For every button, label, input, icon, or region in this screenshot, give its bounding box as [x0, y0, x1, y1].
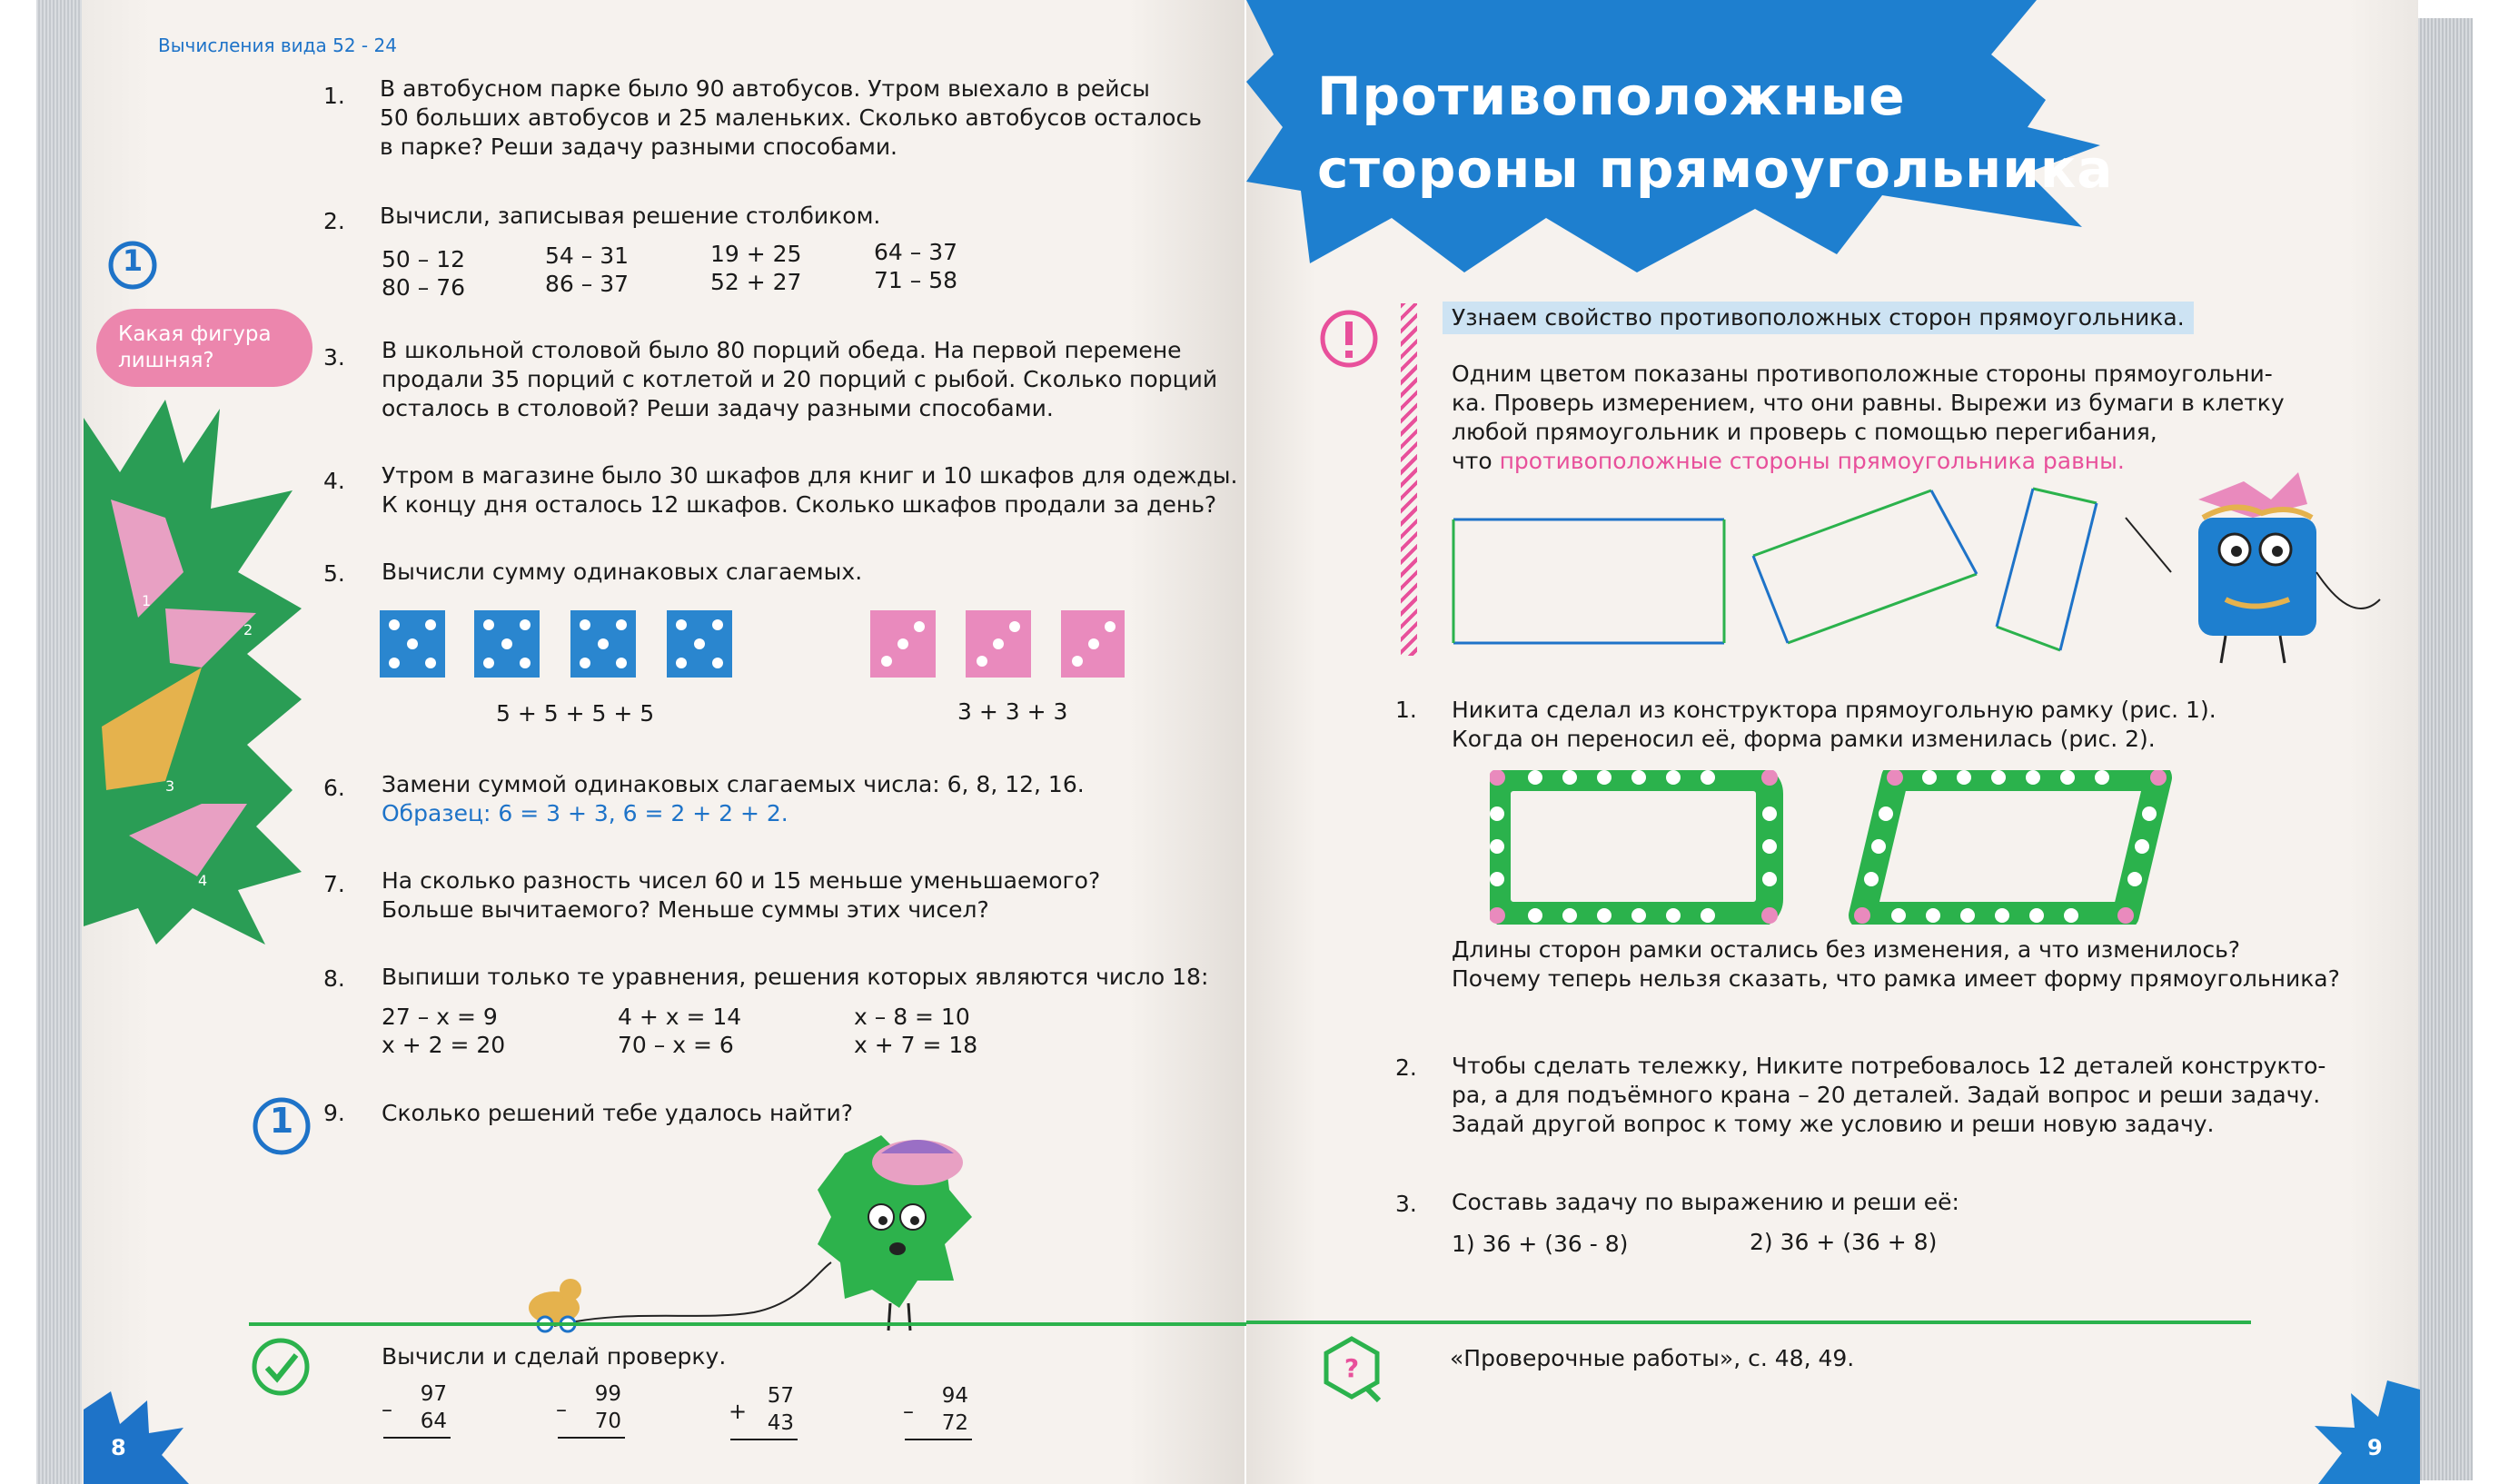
task-line: К концу дня осталось 12 шкафов. Сколько шкафов продали за день? [382, 491, 1217, 518]
expression: 54 – 31 [545, 242, 630, 269]
task-8-text: Выпиши только те уравнения, решения которых являются число 18: [382, 964, 1209, 990]
expression: 50 – 12 [382, 246, 466, 272]
divider-line [1246, 1321, 2251, 1324]
page-number-splash [84, 1391, 189, 1484]
check-title: Вычисли и сделай проверку. [382, 1343, 727, 1370]
equation: x + 7 = 18 [854, 1032, 978, 1058]
task-number: 2. [323, 208, 345, 234]
calc-bottom: 70 [594, 1410, 621, 1433]
right-task-2-text [1452, 1052, 2325, 1139]
calc-sign: – [556, 1397, 567, 1422]
title-line-2: стороны прямоугольника [1317, 138, 2114, 200]
calc-top: 97 [420, 1382, 447, 1406]
reference-text: «Проверочные работы», с. 48, 49. [1450, 1345, 1855, 1371]
page-number: 8 [111, 1435, 126, 1460]
attention-stripe [1401, 303, 1417, 656]
divider-line [249, 1322, 1246, 1326]
expression: 71 – 58 [874, 267, 958, 293]
task-7-text [382, 866, 1100, 925]
task-line: Почему теперь нельзя сказать, что рамка имеет форму прямоугольника? [1452, 965, 2340, 992]
bubble-line: лишняя? [118, 349, 214, 372]
expression: 86 – 37 [545, 271, 630, 297]
equation: x + 2 = 20 [382, 1032, 506, 1058]
calc-line [383, 1437, 451, 1439]
page-number-splash [2315, 1380, 2420, 1484]
title-line-1: Противоположные [1317, 65, 1906, 127]
question-magnifier-icon [1319, 1335, 1384, 1404]
right-task-1-question [1452, 935, 2340, 994]
task-line: 50 больших автобусов и 25 маленьких. Сколько автобусов осталось [380, 104, 1202, 131]
bubble-line: Какая фигура [118, 322, 272, 346]
expression-column [874, 238, 957, 294]
expression-column [710, 240, 801, 296]
equation-column [854, 1003, 977, 1059]
dice-sum: 5 + 5 + 5 + 5 [496, 700, 655, 727]
task-line: Больше вычитаемого? Меньше суммы этих чисел? [382, 896, 989, 923]
task-line: В школьной столовой было 80 порций обеда. На первой перемене [382, 337, 1182, 363]
calc-line [558, 1437, 625, 1439]
task-6-text [382, 770, 1085, 828]
section-header: Вычисления вида 52 - 24 [158, 35, 397, 56]
expression: 80 – 76 [382, 274, 466, 301]
green-character-illustration [518, 1126, 990, 1335]
equation: 4 + x = 14 [618, 1004, 742, 1030]
figure-label: 2 [243, 621, 253, 638]
calc-top: 99 [594, 1382, 621, 1406]
intro-highlight: противоположные стороны прямоугольника равны. [1499, 448, 2125, 474]
task-line: осталось в столовой? Реши задачу разными способами. [382, 395, 1054, 421]
expression-column [545, 242, 629, 298]
calc-sign: – [903, 1399, 914, 1424]
expression: 64 – 37 [874, 239, 958, 265]
task-line: Задай другой вопрос к тому же условию и реши новую задачу. [1452, 1111, 2215, 1137]
task-number: 3. [1395, 1191, 1417, 1217]
task-number: 9. [323, 1100, 345, 1126]
figure-label: 3 [165, 777, 175, 795]
task-number: 4. [323, 468, 345, 494]
task-number: 5. [323, 560, 345, 587]
check-icon [249, 1335, 312, 1399]
calc-sign: + [729, 1399, 748, 1424]
task-line: Замени суммой одинаковых слагаемых числа: 6, 8, 12, 16. [382, 771, 1085, 797]
task-line: Когда он переносил её, форма рамки изменилась (рис. 2). [1452, 726, 2156, 752]
equation: 70 – x = 6 [618, 1032, 734, 1058]
rectangles-illustration [1450, 480, 2104, 661]
task-line: Чтобы сделать тележку, Никите потребовалось 12 деталей конструкто- [1452, 1053, 2326, 1079]
task-number: 3. [323, 344, 345, 371]
step-badge-number: 1 [269, 1101, 294, 1141]
figure-label: 4 [198, 872, 208, 889]
expression-option: 1) 36 + (36 - 8) [1452, 1231, 1629, 1257]
task-4-text [382, 461, 1237, 519]
calc-line [730, 1439, 798, 1440]
right-page-edges [2418, 18, 2473, 1480]
right-task-1-text [1452, 696, 2216, 754]
attention-icon [1317, 305, 1381, 372]
expression: 19 + 25 [710, 241, 802, 267]
left-page-edges [36, 0, 84, 1484]
intro-text [1452, 360, 2285, 476]
task-sample: Образец: 6 = 3 + 3, 6 = 2 + 2 + 2. [382, 800, 788, 826]
intro-line: Одним цветом показаны противоположные стороны прямоугольни- [1452, 361, 2273, 387]
task-1-text [380, 74, 1202, 162]
svg-text:?: ? [1344, 1353, 1360, 1383]
equation: 27 – x = 9 [382, 1004, 498, 1030]
equation-column [382, 1003, 505, 1059]
task-number: 1. [323, 83, 345, 109]
calc-bottom: 43 [767, 1411, 794, 1435]
calc-top: 57 [767, 1384, 794, 1408]
dice-row [380, 610, 1125, 683]
dice-sum: 3 + 3 + 3 [957, 698, 1068, 725]
task-9-text: Сколько решений тебе удалось найти? [382, 1100, 853, 1126]
intro-prefix: что [1452, 448, 1500, 474]
task-2-text: Вычисли, записывая решение столбиком. [380, 203, 881, 229]
task-line: В автобусном парке было 90 автобусов. Утром выехало в рейсы [380, 75, 1150, 102]
equation: x – 8 = 10 [854, 1004, 970, 1030]
expression-option: 2) 36 + (36 + 8) [1750, 1229, 1938, 1255]
task-line: На сколько разность чисел 60 и 15 меньше уменьшаемого? [382, 867, 1101, 894]
green-splash-shapes [84, 400, 302, 945]
equation-column [618, 1003, 741, 1059]
intro-line: любой прямоугольник и проверь с помощью перегибания, [1452, 419, 2157, 445]
expression-column [382, 245, 465, 302]
page-number: 9 [2367, 1435, 2383, 1460]
task-number: 1. [1395, 697, 1417, 723]
task-line: Никита сделал из конструктора прямоугольную рамку (рис. 1). [1452, 697, 2216, 723]
expression: 52 + 27 [710, 269, 802, 295]
task-number: 2. [1395, 1054, 1417, 1081]
task-3-text [382, 336, 1217, 423]
right-task-3-text: Составь задачу по выражению и реши её: [1452, 1189, 1959, 1215]
question-bubble [96, 309, 312, 387]
column-calc [903, 1382, 976, 1446]
constructor-frames [1490, 770, 2180, 925]
task-number: 8. [323, 965, 345, 992]
calc-bottom: 64 [420, 1410, 447, 1433]
column-calc [556, 1380, 629, 1444]
task-line: Утром в магазине было 30 шкафов для книг и 10 шкафов для одежды. [382, 462, 1238, 489]
intro-line: ка. Проверь измерением, что они равны. Вырежи из бумаги в клетку [1452, 390, 2285, 416]
step-badge-number: 1 [122, 243, 144, 278]
calc-top: 94 [941, 1384, 968, 1408]
calc-sign: – [382, 1397, 392, 1422]
calc-line [905, 1439, 972, 1440]
column-calc [382, 1380, 454, 1444]
task-line: Длины сторон рамки остались без изменения, а что изменилось? [1452, 936, 2241, 963]
task-line: продали 35 порций с котлетой и 20 порций с рыбой. Сколько порций [382, 366, 1218, 392]
lesson-goal: Узнаем свойство противоположных сторон прямоугольника. [1443, 302, 2194, 334]
column-calc [729, 1382, 801, 1446]
figure-label: 1 [142, 592, 152, 609]
task-line: ра, а для подъёмного крана – 20 деталей. Задай вопрос и реши задачу. [1452, 1082, 2321, 1108]
blue-character-illustration [2117, 463, 2389, 672]
task-line: в парке? Реши задачу разными способами. [380, 134, 898, 160]
calc-bottom: 72 [941, 1411, 968, 1435]
task-number: 6. [323, 775, 345, 801]
task-number: 7. [323, 871, 345, 897]
task-5-text: Вычисли сумму одинаковых слагаемых. [382, 559, 863, 585]
